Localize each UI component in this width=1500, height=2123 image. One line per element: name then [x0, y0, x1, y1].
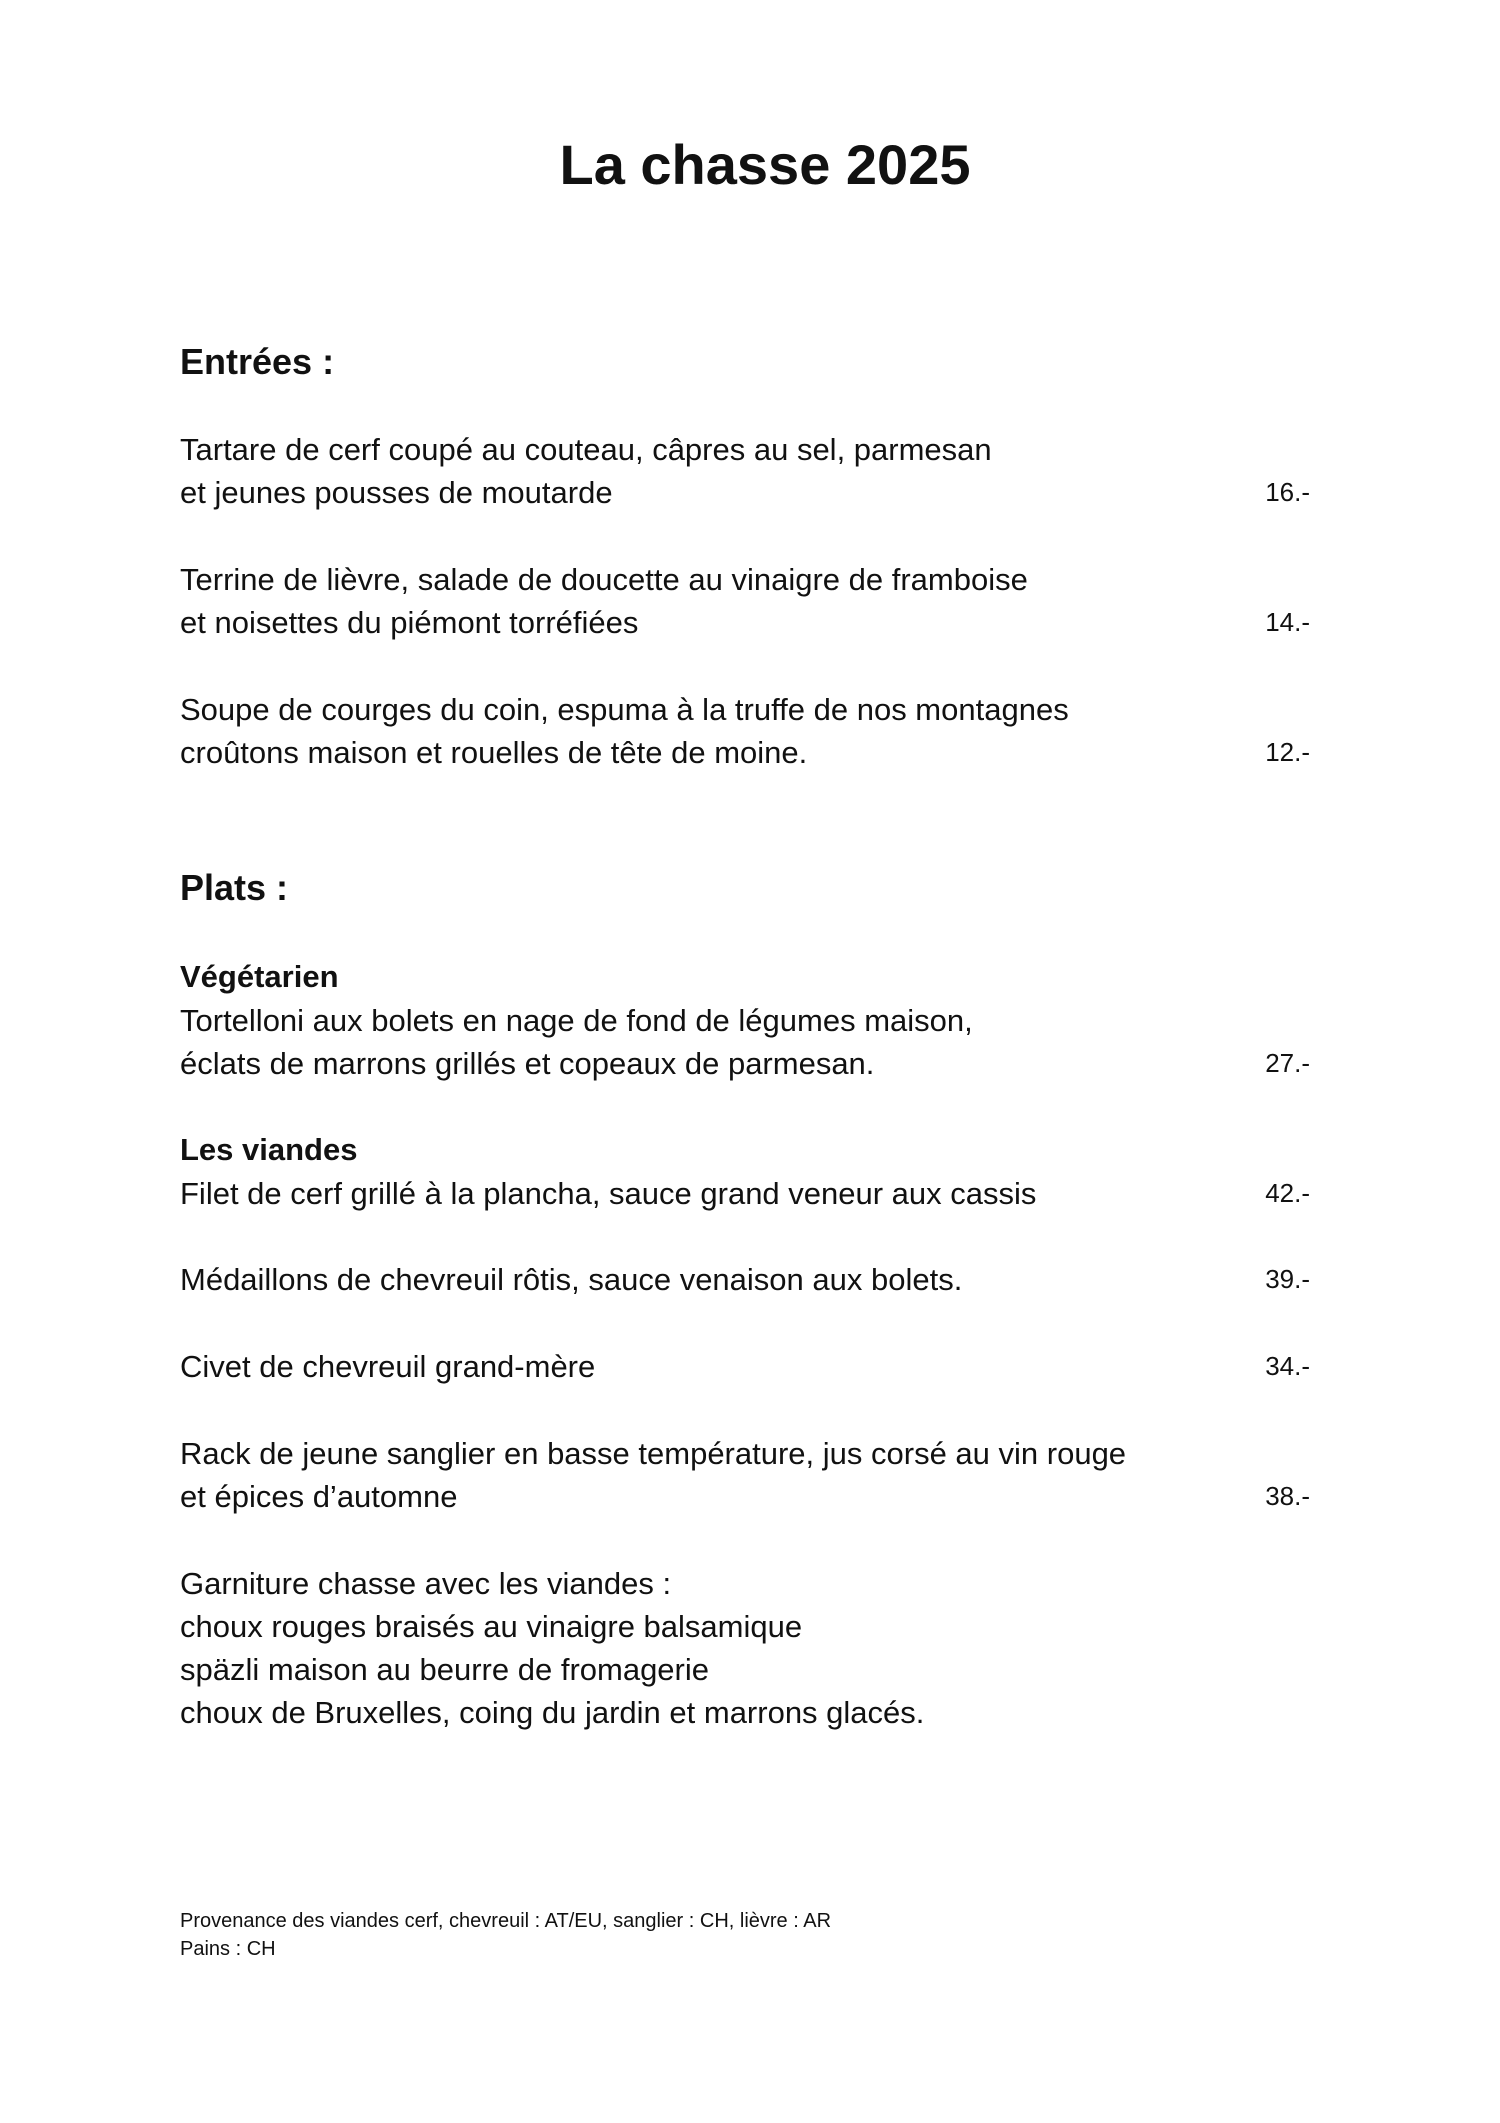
dish-description-line: Filet de cerf grillé à la plancha, sauce grand veneur aux cassis [180, 1176, 1037, 1211]
dish-description-line: Tartare de cerf coupé au couteau, câpres au sel, parmesan [180, 432, 992, 467]
dish-description-line: et épices d’automne [180, 1479, 458, 1514]
page-title: La chasse 2025 [559, 133, 971, 196]
footnote-pains: Pains : CH [180, 1938, 276, 1960]
dish-viande-3 [180, 1345, 1310, 1388]
dish-description-line: croûtons maison et rouelles de tête de moine. [180, 735, 808, 770]
garniture-line: späzli maison au beurre de fromagerie [180, 1652, 709, 1687]
dish-price: 12.- [1265, 737, 1310, 767]
garniture-line: Garniture chasse avec les viandes : [180, 1566, 672, 1601]
dish-description-line: Rack de jeune sanglier en basse température, jus corsé au vin rouge [180, 1436, 1127, 1471]
footnote-block [180, 1907, 831, 1963]
dish-entree-3 [180, 688, 1310, 774]
dish-price: 42.- [1265, 1178, 1310, 1208]
dish-vegetarien-1 [180, 999, 1310, 1085]
garniture-line: choux rouges braisés au vinaigre balsamique [180, 1609, 803, 1644]
dish-description-line: Soupe de courges du coin, espuma à la truffe de nos montagnes [180, 692, 1069, 727]
dish-description-line: Terrine de lièvre, salade de doucette au vinaigre de framboise [180, 562, 1028, 597]
dish-price: 38.- [1265, 1481, 1310, 1511]
dish-price: 14.- [1265, 607, 1310, 637]
subheading-vegetarien: Végétarien [180, 959, 339, 994]
dish-description-line: Tortelloni aux bolets en nage de fond de légumes maison, [180, 1003, 973, 1038]
dish-price: 39.- [1265, 1264, 1310, 1294]
section-heading-plats: Plats : [180, 867, 289, 908]
garniture-block [180, 1562, 924, 1734]
subheading-viandes: Les viandes [180, 1132, 358, 1167]
dish-price: 16.- [1265, 477, 1310, 507]
footnote-provenance: Provenance des viandes cerf, chevreuil : AT/EU, sanglier : CH, lièvre : AR [180, 1910, 832, 1932]
dish-description-line: Civet de chevreuil grand-mère [180, 1349, 596, 1384]
dish-description-line: éclats de marrons grillés et copeaux de parmesan. [180, 1046, 875, 1081]
dish-entree-1 [180, 428, 1310, 514]
dish-viande-4 [180, 1432, 1310, 1518]
dish-entree-2 [180, 558, 1310, 644]
dish-description-line: et noisettes du piémont torréfiées [180, 605, 639, 640]
dish-description-line: et jeunes pousses de moutarde [180, 475, 613, 510]
dish-price: 27.- [1265, 1048, 1310, 1078]
dish-viande-1 [180, 1172, 1310, 1215]
garniture-line: choux de Bruxelles, coing du jardin et marrons glacés. [180, 1695, 925, 1730]
section-heading-entrees: Entrées : [180, 341, 335, 382]
dish-price: 34.- [1265, 1351, 1310, 1381]
dish-viande-2 [180, 1258, 1310, 1301]
dish-description-line: Médaillons de chevreuil rôtis, sauce venaison aux bolets. [180, 1262, 963, 1297]
